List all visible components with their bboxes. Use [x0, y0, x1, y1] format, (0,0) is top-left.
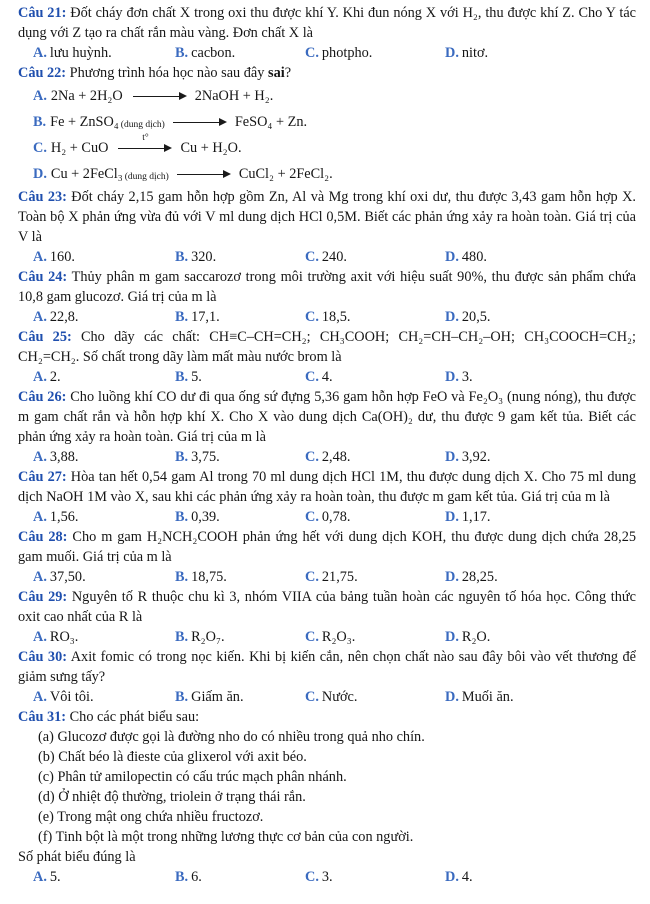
option-c — [305, 507, 445, 527]
option-c — [305, 627, 445, 647]
option-text: Giấm ăn. — [191, 689, 244, 705]
option-text: 18,5. — [321, 309, 351, 325]
option-text: 3. — [461, 369, 473, 385]
option-text: 20,5. — [461, 309, 491, 325]
option-d — [445, 307, 636, 327]
statement-c: (c) Phân tử amilopectin có cấu trúc mạch phân nhánh. — [38, 769, 347, 785]
option-text: 4. — [461, 869, 473, 885]
question-text: Đốt cháy đơn chất X trong oxi thu được khí Y. Khi đun nóng X với H₂, thu được khí Z. Cho Y tác dụng với Z tạo ra chất rắn màu vàng. Đơn chất X là — [18, 5, 637, 41]
question-number: Câu 23: — [18, 189, 67, 205]
question-stem — [18, 387, 636, 447]
option-letter: A. — [33, 689, 47, 705]
option-text: Muối ăn. — [461, 689, 514, 705]
option-b — [175, 867, 305, 887]
option-text: 5. — [191, 369, 202, 385]
option-letter: A. — [33, 569, 47, 585]
option-text: 1,17. — [461, 509, 491, 525]
equation-left: Fe + ZnSO₄ — [50, 113, 119, 130]
question-number: Câu 29: — [18, 589, 68, 605]
option-letter: D. — [445, 369, 459, 385]
option-letter: C. — [305, 249, 319, 265]
question-26 — [18, 387, 636, 467]
question-number: Câu 21: — [18, 5, 67, 21]
option-text: 4. — [321, 369, 333, 385]
option-text: 320. — [191, 249, 217, 265]
option-letter: C. — [305, 45, 319, 61]
option-text: 2. — [49, 369, 61, 385]
option-text: lưu huỳnh. — [49, 45, 112, 61]
option-letter: B. — [175, 45, 189, 61]
options-row — [18, 627, 636, 647]
reaction-arrow-icon — [173, 116, 227, 128]
option-text: R₂O₃. — [321, 629, 356, 645]
option-b — [175, 567, 305, 587]
question-28 — [18, 527, 636, 587]
question-number: Câu 25: — [18, 329, 72, 345]
option-text: 21,75. — [321, 569, 358, 585]
option-letter: C. — [305, 309, 319, 325]
question-text-bold: sai — [268, 65, 285, 81]
option-a — [33, 687, 175, 707]
option-text: 0,39. — [191, 509, 220, 525]
question-30 — [18, 647, 636, 707]
question-number: Câu 22: — [18, 65, 67, 81]
reaction-arrow-icon — [133, 90, 187, 102]
equation-left: H₂ + CuO — [50, 139, 109, 156]
options-row — [18, 307, 636, 327]
option-c — [305, 367, 445, 387]
option-text: photpho. — [321, 45, 373, 61]
question-text: Axit fomic có trong nọc kiến. Khi bị kiến cắn, nên chọn chất nào sau đây bôi vào vết thương để giảm sưng tấy? — [18, 649, 636, 685]
option-text: Nước. — [321, 689, 358, 705]
option-text: 3. — [321, 869, 333, 885]
option-text: nitơ. — [461, 45, 489, 61]
option-text: 28,25. — [461, 569, 498, 585]
option-a — [33, 627, 175, 647]
option-letter: C. — [305, 689, 319, 705]
option-a — [33, 867, 175, 887]
question-text: Hòa tan hết 0,54 gam Al trong 70 ml dung dịch HCl 1M, thu được dung dịch X. Cho 75 ml dung dịch NaOH 1M vào X, sau khi các phản ứng xảy ra hoàn toàn, thu được m gam kết tủa. Giá trị của m là — [18, 469, 636, 505]
option-text: 3,75. — [191, 449, 220, 465]
option-d — [445, 627, 636, 647]
option-text: 3,92. — [461, 449, 491, 465]
question-text: Cho luồng khí CO dư đi qua ống sứ đựng 5,36 gam hỗn hợp FeO và Fe₂O₃ (nung nóng), thu được m gam chất rắn và hỗn hợp khí X. Cho X vào dung dịch Ca(OH)₂ dư, thu được 9 gam kết tủa. Biết các phản ứng xảy ra hoàn toàn. Giá trị của m là — [18, 389, 637, 445]
question-stem — [18, 527, 636, 567]
options-row — [18, 507, 636, 527]
question-text-post: ? — [284, 65, 292, 81]
option-c — [305, 567, 445, 587]
option-letter: C. — [305, 509, 319, 525]
option-letter: B. — [175, 869, 189, 885]
option-text: 5. — [49, 869, 61, 885]
equation-right: 2NaOH + H₂. — [194, 87, 274, 104]
arrow-condition-label: t° — [142, 133, 149, 143]
question-stem — [18, 467, 636, 507]
equation-left: 2Na + 2H₂O — [50, 87, 123, 104]
option-text: cacbon. — [191, 45, 236, 61]
statement-a: (a) Glucozơ được gọi là đường nho do có nhiều trong quả nho chín. — [38, 729, 425, 745]
question-27 — [18, 467, 636, 527]
option-letter: B. — [175, 629, 189, 645]
option-d — [445, 447, 636, 467]
option-letter: C. — [305, 569, 319, 585]
option-c — [305, 447, 445, 467]
question-21 — [18, 3, 636, 63]
option-c — [305, 43, 445, 63]
options-row — [18, 567, 636, 587]
option-letter: A. — [33, 869, 47, 885]
option-b — [175, 367, 305, 387]
option-text: 18,75. — [191, 569, 227, 585]
option-c — [305, 247, 445, 267]
option-letter: D. — [33, 165, 47, 182]
reaction-arrow-icon — [118, 133, 172, 154]
option-b — [175, 247, 305, 267]
option-b — [175, 627, 305, 647]
options-row — [18, 43, 636, 63]
option-letter: A. — [33, 449, 47, 465]
option-letter: C. — [305, 869, 319, 885]
option-letter: D. — [445, 449, 459, 465]
option-letter: B. — [175, 509, 189, 525]
option-text: 2,48. — [321, 449, 351, 465]
statement-f: (f) Tinh bột là một trong những lương thực cơ bản của con người. — [38, 829, 414, 845]
question-text: Cho dãy các chất: CH≡C–CH=CH₂; CH₃COOH; CH₂=CH–CH₂–OH; CH₃COOCH=CH₂; CH₂=CH₂. Số chất trong dãy làm mất màu nước brom là — [18, 329, 636, 365]
option-b — [175, 43, 305, 63]
equation-option-c — [18, 135, 636, 161]
option-letter: A. — [33, 45, 47, 61]
option-text: R₂O₇. — [191, 629, 225, 645]
options-row — [18, 867, 636, 887]
option-text: 480. — [461, 249, 487, 265]
question-31 — [18, 707, 636, 887]
option-letter: A. — [33, 509, 47, 525]
equation-left: Cu + 2FeCl₃ — [50, 165, 123, 182]
options-row — [18, 367, 636, 387]
option-letter: A. — [33, 309, 47, 325]
option-c — [305, 687, 445, 707]
question-text: Cho các phát biểu sau: — [69, 709, 200, 725]
option-letter: B. — [33, 113, 47, 130]
option-a — [33, 567, 175, 587]
option-c — [305, 307, 445, 327]
option-text: 1,56. — [49, 509, 79, 525]
question-stem — [18, 647, 636, 687]
option-text: 6. — [191, 869, 202, 885]
option-a — [33, 507, 175, 527]
option-a — [33, 247, 175, 267]
option-a — [33, 43, 175, 63]
option-letter: A. — [33, 87, 47, 104]
option-text: 17,1. — [191, 309, 220, 325]
question-stem — [18, 63, 636, 83]
statement-e: (e) Trong mật ong chứa nhiều fructozơ. — [38, 809, 264, 825]
options-row — [18, 687, 636, 707]
equation-note: (dung dịch) — [120, 120, 165, 130]
option-text: 0,78. — [321, 509, 351, 525]
option-letter: C. — [33, 139, 47, 156]
question-stem — [18, 267, 636, 307]
option-text: Vôi tôi. — [49, 689, 94, 705]
option-a — [33, 447, 175, 467]
option-c — [305, 867, 445, 887]
question-stem — [18, 187, 636, 247]
statement-list — [18, 727, 636, 847]
option-letter: C. — [305, 629, 319, 645]
equation-right: Cu + H₂O. — [180, 139, 242, 156]
statement-d: (d) Ở nhiệt độ thường, triolein ở trạng thái rắn. — [38, 789, 306, 805]
option-letter: C. — [305, 369, 319, 385]
option-text: 3,88. — [49, 449, 79, 465]
question-22 — [18, 63, 636, 187]
option-a — [33, 367, 175, 387]
question-text: Thủy phân m gam saccarozơ trong môi trường axit với hiệu suất 90%, thu được sản phẩm chứa 10,8 gam glucozơ. Giá trị của m là — [18, 269, 636, 305]
question-23 — [18, 187, 636, 267]
question-number: Câu 26: — [18, 389, 67, 405]
option-text: 240. — [321, 249, 347, 265]
question-29 — [18, 587, 636, 647]
option-d — [445, 507, 636, 527]
option-letter: D. — [445, 309, 459, 325]
option-text: 37,50. — [49, 569, 86, 585]
option-letter: B. — [175, 309, 189, 325]
question-text-pre: Phương trình hóa học nào sau đây — [69, 65, 268, 81]
option-text: 160. — [49, 249, 75, 265]
option-letter: D. — [445, 629, 459, 645]
option-letter: C. — [305, 449, 319, 465]
option-d — [445, 687, 636, 707]
question-24 — [18, 267, 636, 327]
option-letter: B. — [175, 369, 189, 385]
question-stem — [18, 327, 636, 367]
option-letter: D. — [445, 45, 459, 61]
equation-option-b — [18, 109, 636, 135]
question-stem — [18, 707, 636, 727]
question-number: Câu 31: — [18, 709, 67, 725]
question-stem — [18, 3, 636, 43]
question-number: Câu 24: — [18, 269, 68, 285]
question-number: Câu 30: — [18, 649, 67, 665]
option-b — [175, 447, 305, 467]
option-b — [175, 687, 305, 707]
option-letter: D. — [445, 249, 459, 265]
question-number: Câu 27: — [18, 469, 67, 485]
option-d — [445, 247, 636, 267]
option-d — [445, 567, 636, 587]
option-letter: B. — [175, 449, 189, 465]
options-row — [18, 447, 636, 467]
option-b — [175, 307, 305, 327]
option-d — [445, 867, 636, 887]
option-letter: B. — [175, 569, 189, 585]
statement-b: (b) Chất béo là đieste của glixerol với axit béo. — [38, 749, 307, 765]
closing-line: Số phát biểu đúng là — [18, 849, 136, 865]
option-d — [445, 43, 636, 63]
equation-right: CuCl₂ + 2FeCl₂. — [238, 165, 333, 182]
equation-option-d — [18, 161, 636, 187]
equation-option-a — [18, 83, 636, 109]
option-text: R₂O. — [461, 629, 491, 645]
reaction-arrow-icon — [177, 168, 231, 180]
question-stem — [18, 587, 636, 627]
option-text: 22,8. — [49, 309, 79, 325]
question-number: Câu 28: — [18, 529, 68, 545]
equation-note: (dung dịch) — [124, 172, 169, 182]
options-row — [18, 247, 636, 267]
question-text: Nguyên tố R thuộc chu kì 3, nhóm VIIA của bảng tuần hoàn các nguyên tố hóa học. Công thức oxit cao nhất của R là — [18, 589, 637, 625]
option-letter: A. — [33, 629, 47, 645]
option-a — [33, 307, 175, 327]
option-letter: D. — [445, 569, 459, 585]
option-letter: D. — [445, 689, 459, 705]
option-letter: D. — [445, 509, 459, 525]
option-b — [175, 507, 305, 527]
option-letter: A. — [33, 369, 47, 385]
question-text: Đốt cháy 2,15 gam hỗn hợp gồm Zn, Al và Mg trong khí oxi dư, thu được 3,43 gam hỗn hợp X. Toàn bộ X phản ứng vừa đủ với V ml dung dịch HCl 0,5M. Biết các phản ứng xảy ra hoàn toàn. Giá trị của V là — [18, 189, 636, 245]
option-letter: B. — [175, 249, 189, 265]
option-letter: B. — [175, 689, 189, 705]
equation-right: FeSO₄ + Zn. — [234, 113, 308, 130]
option-text: RO₃. — [49, 629, 79, 645]
question-text: Cho m gam H₂NCH₂COOH phản ứng hết với dung dịch KOH, thu được dung dịch chứa 28,25 gam muối. Giá trị của m là — [18, 529, 636, 565]
option-letter: A. — [33, 249, 47, 265]
option-d — [445, 367, 636, 387]
option-letter: D. — [445, 869, 459, 885]
question-25 — [18, 327, 636, 387]
